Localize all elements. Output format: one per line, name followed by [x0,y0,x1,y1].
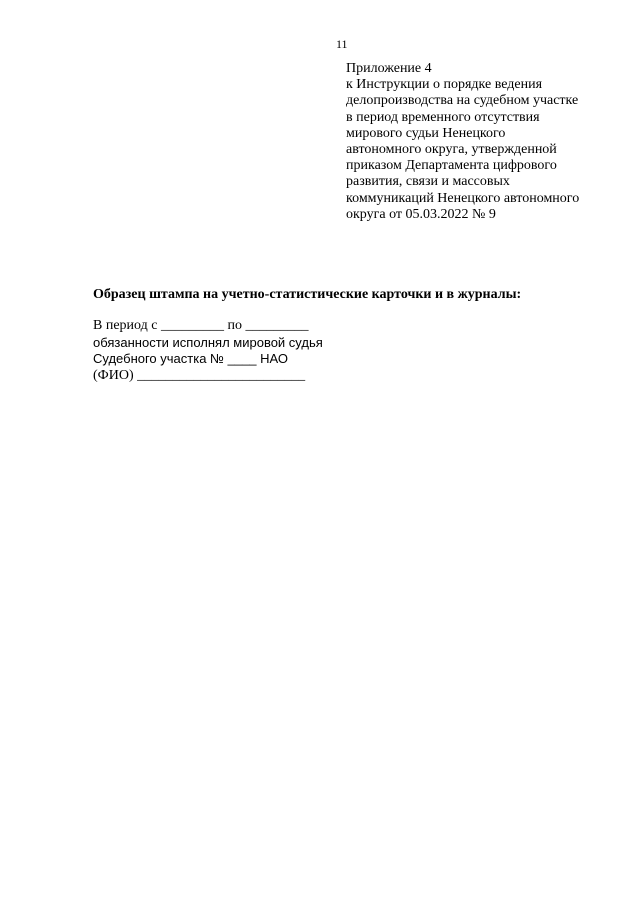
appendix-line: в период временного отсутствия [346,109,540,125]
appendix-line: мирового судьи Ненецкого [346,125,506,141]
appendix-line: к Инструкции о порядке ведения [346,77,543,93]
appendix-line: приказом Департамента цифрового [346,158,557,174]
appendix-header [346,61,616,223]
stamp-title: Образец штампа на учетно-статистические карточки и в журналы: [93,287,522,302]
stamp-line-name: (ФИО) ________________________ [93,367,306,383]
appendix-line: Приложение 4 [346,61,432,76]
appendix-line: делопроизводства на судебном участке [346,93,579,109]
stamp-line-court-section: Судебного участка № ____ НАО [93,351,289,366]
appendix-line: округа от 05.03.2022 № 9 [346,206,496,222]
stamp-line-duties: обязанности исполнял мировой судья [93,334,323,350]
page-number: 11 [336,37,348,51]
stamp-sample [93,318,323,384]
appendix-line: коммуникаций Ненецкого автономного [346,190,580,206]
stamp-line-period: В период с _________ по _________ [93,318,309,333]
appendix-line: развития, связи и массовых [346,174,510,190]
appendix-line: автономного округа, утвержденной [346,142,557,158]
